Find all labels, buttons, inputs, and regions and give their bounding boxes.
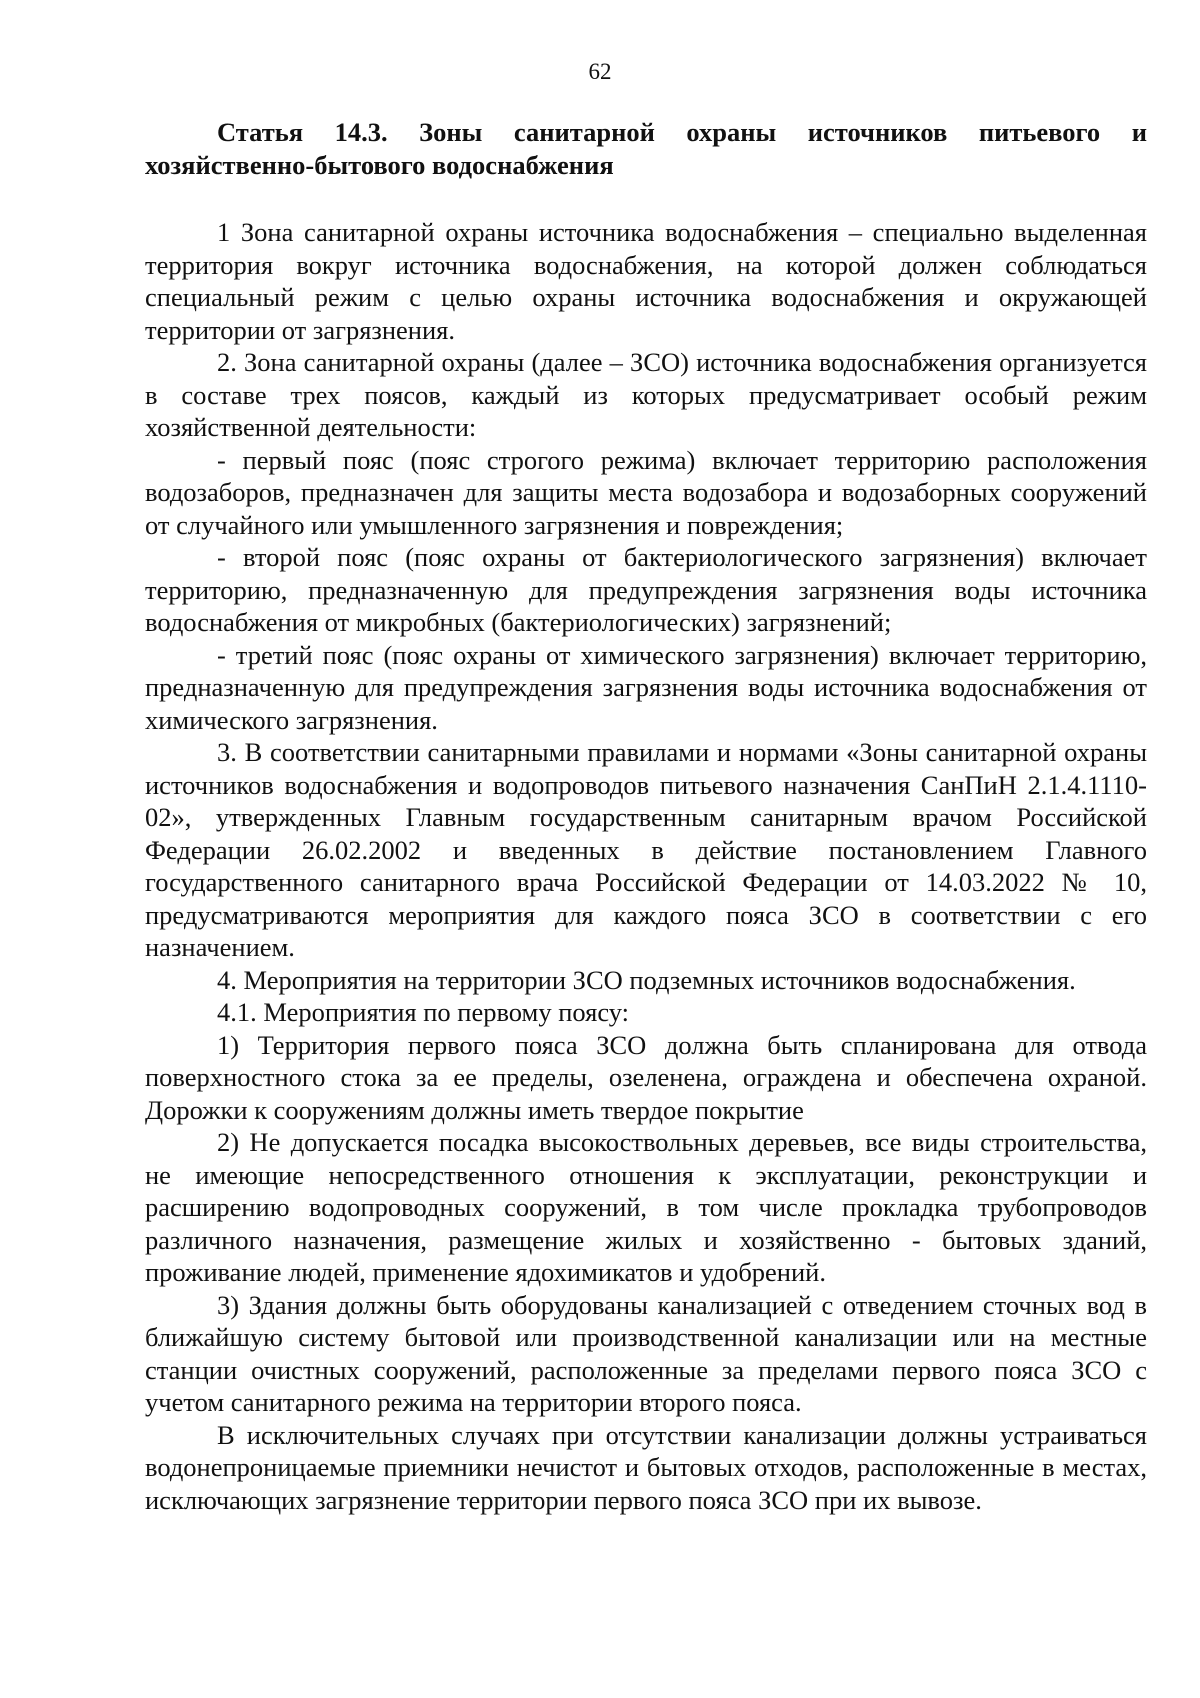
article-title: Статья 14.3. Зоны санитарной охраны источников питьевого и хозяйственно-бытового водоснабжения [145,117,1147,180]
paragraph-sanitary-rules: 3. В соответствии санитарными правилами и нормами «Зоны санитарной охраны источников водоснабжения и водопроводов питьевого назначения СанПиН 2.1.4.1110-02», утвержденных Главным государственным санитарным врачом Российской Федерации 26.02.2002 и введенных в действие постановлением Главного государственного санитарного врача Российской Федерации от 14.03.2022 № 10, предусматриваются мероприятия для каждого пояса ЗСО в соответствии с его назначением. [145,737,1147,962]
document-body [145,116,1147,1516]
list-item-second-belt: - второй пояс (пояс охраны от бактериологического загрязнения) включает территорию, предназначенную для предупреждения загрязнения воды источника водоснабжения от микробных (бактериологических) загрязнений; [145,542,1147,637]
paragraph-zone-definition: 1 Зона санитарной охраны источника водоснабжения – специально выделенная территория вокруг источника водоснабжения, на которой должен соблюдаться специальный режим с целью охраны источника водоснабжения и окружающей территории от загрязнения. [145,217,1147,345]
paragraph-zone-belts: 2. Зона санитарной охраны (далее – ЗСО) источника водоснабжения организуется в составе трех поясов, каждый из которых предусматривает особый режим хозяйственной деятельности: [145,347,1147,442]
list-item-measure-3: 3) Здания должны быть оборудованы канализацией с отведением сточных вод в ближайшую систему бытовой или производственной канализации или на местные станции очистных сооружений, расположенные за пределами первого пояса ЗСО с учетом санитарного режима на территории второго пояса. [145,1289,1147,1417]
list-item-measure-1: 1) Территория первого пояса ЗСО должна быть спланирована для отвода поверхностного стока за ее пределы, озеленена, ограждена и обеспечена охраной. Дорожки к сооружениям должны иметь твердое покрытие [145,1029,1147,1125]
paragraph-measures-heading: 4. Мероприятия на территории ЗСО подземных источников водоснабжения. [217,964,1076,995]
list-item-first-belt: - первый пояс (пояс строгого режима) включает территорию расположения водозаборов, предназначен для защиты места водозабора и водозаборных сооружений от случайного или умышленного загрязнения и повреждения; [145,444,1147,540]
paragraph-first-belt-measures: 4.1. Мероприятия по первому поясу: [217,997,629,1027]
page-number: 62 [588,59,612,84]
paragraph-exceptional-cases: В исключительных случаях при отсутствии канализации должны устраиваться водонепроницаемые приемники нечистот и бытовых отходов, расположенные в местах, исключающих загрязнение территории первого пояса ЗСО при их вывозе. [145,1419,1147,1515]
list-item-third-belt: - третий пояс (пояс охраны от химического загрязнения) включает территорию, предназначенную для предупреждения загрязнения воды источника водоснабжения от химического загрязнения. [145,639,1147,735]
list-item-measure-2: 2) Не допускается посадка высокоствольных деревьев, все виды строительства, не имеющие непосредственного отношения к эксплуатации, реконструкции и расширению водопроводных сооружений, в том числе прокладка трубопроводов различного назначения, размещение жилых и хозяйственно - бытовых зданий, проживание людей, применение ядохимикатов и удобрений. [145,1127,1147,1287]
